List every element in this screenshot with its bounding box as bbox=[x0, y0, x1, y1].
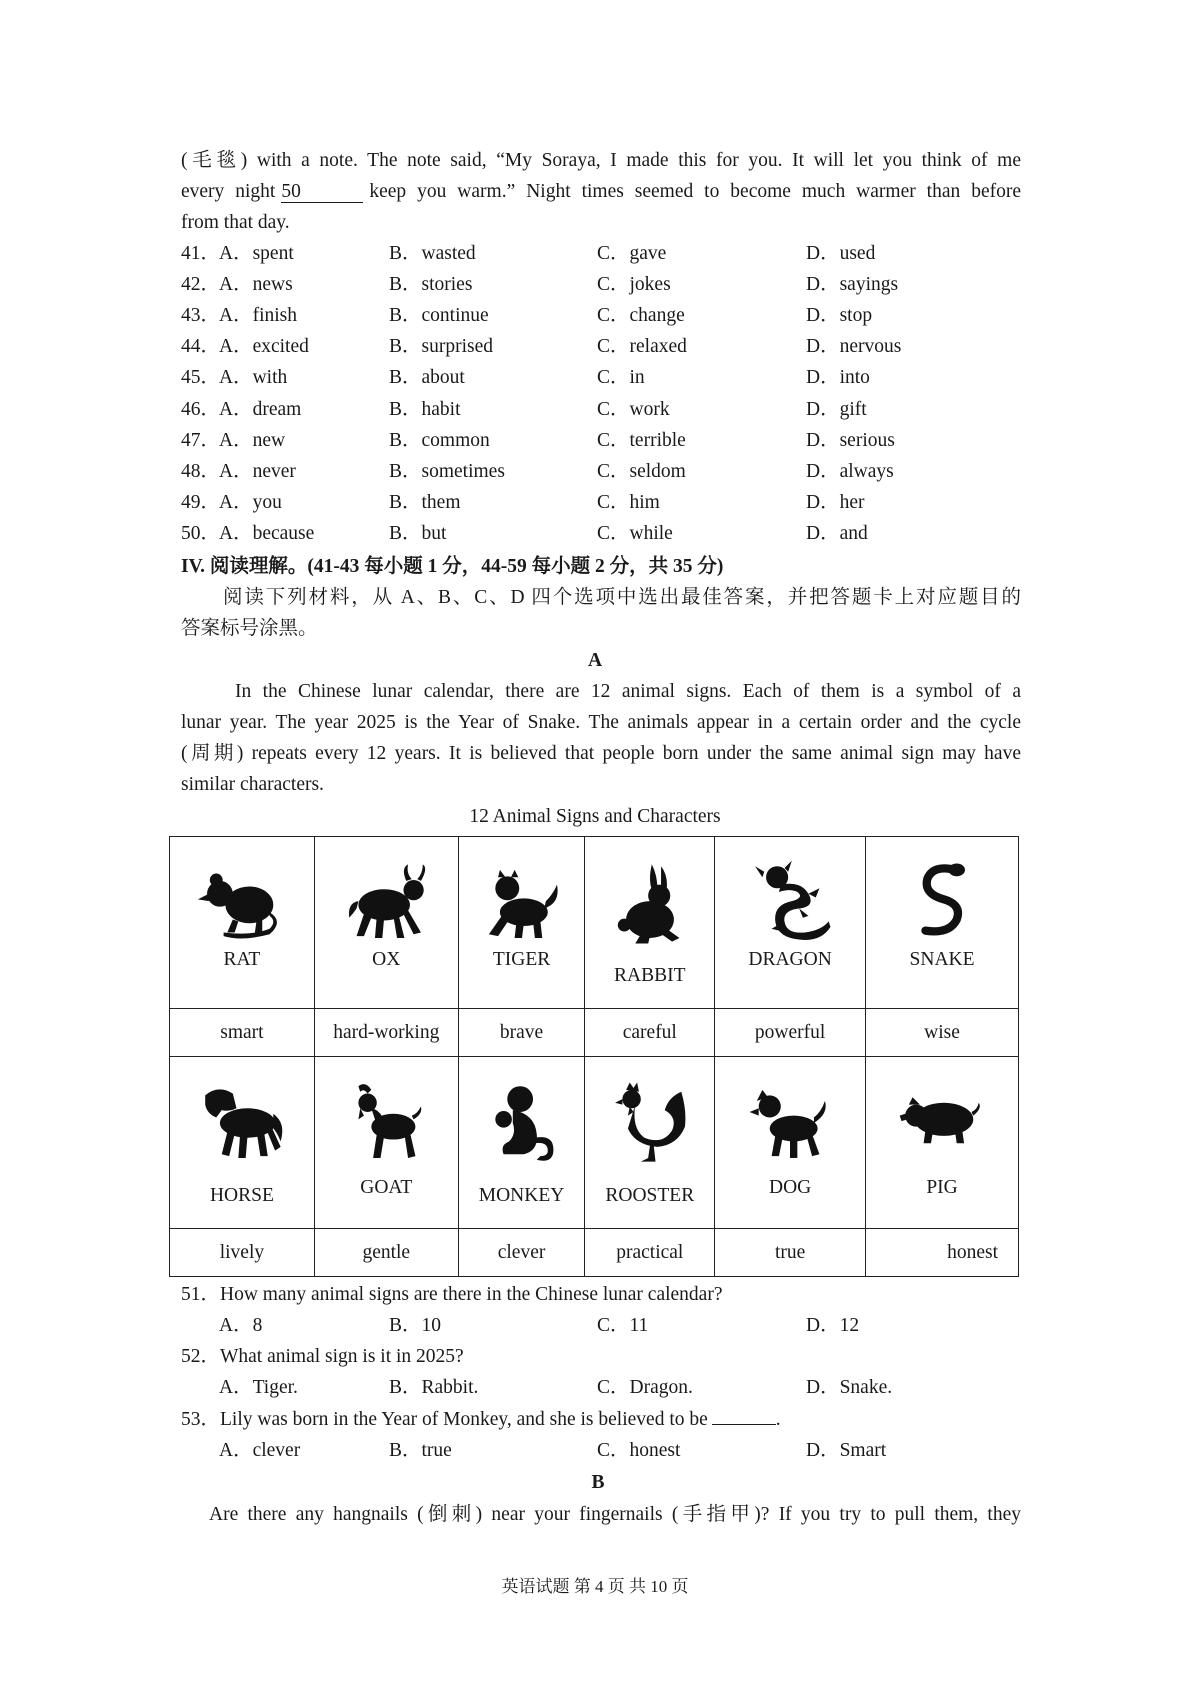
option-c: C．change bbox=[597, 305, 685, 327]
option-b: B．continue bbox=[389, 305, 489, 327]
passage-line: lunar year. The year 2025 is the Year of Snake. The animals appear in a certain order and the cycle bbox=[181, 712, 1021, 733]
trait-cell: hard-working bbox=[314, 1009, 458, 1057]
animal-cell bbox=[715, 837, 866, 1009]
instruction-line: 阅读下列材料，从 A、B、C、D 四个选项中选出最佳答案，并把答题卡上对应题目的 bbox=[223, 587, 1021, 608]
pig-icon bbox=[895, 1077, 989, 1169]
horse-icon bbox=[195, 1077, 289, 1169]
instruction-line: 答案标号涂黑。 bbox=[181, 618, 318, 639]
question-number: 46． bbox=[181, 398, 221, 420]
option-a: A．you bbox=[219, 491, 282, 513]
passage-label: B bbox=[591, 1472, 605, 1493]
animal-cell bbox=[314, 1057, 458, 1229]
option-a: A．because bbox=[219, 522, 315, 544]
trait-cell: wise bbox=[866, 1009, 1019, 1057]
option-d: D．Smart bbox=[806, 1440, 887, 1461]
passage-label: A bbox=[587, 650, 603, 671]
goat-icon bbox=[339, 1077, 433, 1169]
option-d: D．nervous bbox=[806, 336, 902, 358]
animal-cell bbox=[585, 837, 715, 1009]
question-number: 42． bbox=[181, 274, 221, 296]
option-d: D．serious bbox=[806, 429, 895, 451]
option-a: A．dream bbox=[219, 398, 302, 420]
option-c: C．Dragon. bbox=[597, 1377, 693, 1398]
trait-cell: true bbox=[715, 1229, 866, 1277]
question-number: 44． bbox=[181, 336, 221, 358]
page-footer: 英语试题 第 4 页 共 10 页 bbox=[501, 1577, 689, 1596]
animal-row-1 bbox=[170, 837, 1019, 1009]
option-a: A．clever bbox=[219, 1440, 301, 1461]
animal-name: DOG bbox=[768, 1177, 812, 1198]
option-c: C．jokes bbox=[597, 274, 671, 296]
question-stem: 52．What animal sign is it in 2025? bbox=[181, 1346, 464, 1367]
dragon-icon bbox=[743, 857, 837, 949]
option-d: D．and bbox=[806, 522, 868, 544]
option-c: C．gave bbox=[597, 243, 667, 264]
passage-line: from that day. bbox=[181, 212, 290, 233]
option-b: B．but bbox=[389, 522, 447, 544]
animal-cell bbox=[866, 1057, 1019, 1229]
option-a: A．news bbox=[219, 274, 293, 296]
section-heading: IV. 阅读理解。(41-43 每小题 1 分，44-59 每小题 2 分，共 35 分) bbox=[181, 556, 724, 577]
table-caption: 12 Animal Signs and Characters bbox=[469, 806, 721, 827]
animal-cell bbox=[585, 1057, 715, 1229]
animal-cell bbox=[715, 1057, 866, 1229]
question-stem: 51．How many animal signs are there in the Chinese lunar calendar? bbox=[181, 1284, 723, 1305]
animal-cell bbox=[314, 837, 458, 1009]
animal-name: RABBIT bbox=[614, 965, 686, 986]
option-d: D．used bbox=[806, 243, 876, 264]
option-b: B．habit bbox=[389, 398, 461, 420]
option-d: D．into bbox=[806, 367, 870, 389]
option-b: B．true bbox=[389, 1440, 452, 1461]
answer-blank bbox=[712, 1424, 776, 1425]
trait-cell: clever bbox=[458, 1229, 585, 1277]
trait-cell: honest bbox=[866, 1229, 1019, 1277]
trait-cell: careful bbox=[585, 1009, 715, 1057]
option-b: B．10 bbox=[389, 1315, 442, 1336]
animal-name: ROOSTER bbox=[605, 1185, 695, 1206]
animal-cell bbox=[170, 837, 315, 1009]
option-a: A．8 bbox=[219, 1315, 263, 1336]
option-d: D．stop bbox=[806, 305, 873, 327]
question-number: 45． bbox=[181, 367, 221, 389]
trait-cell: brave bbox=[458, 1009, 585, 1057]
option-a: A．finish bbox=[219, 305, 298, 327]
option-c: C．terrible bbox=[597, 429, 686, 451]
option-c: C．work bbox=[597, 398, 670, 420]
question-number: 41． bbox=[181, 243, 221, 264]
trait-row-2 bbox=[170, 1229, 1019, 1277]
zodiac-table bbox=[169, 836, 1019, 1277]
question-number: 49． bbox=[181, 491, 221, 513]
tiger-icon bbox=[475, 857, 569, 949]
option-d: D．12 bbox=[806, 1315, 860, 1336]
animal-name: TIGER bbox=[492, 949, 551, 970]
option-a: A．new bbox=[219, 429, 286, 451]
passage-line: In the Chinese lunar calendar, there are 12 animal signs. Each of them is a symbol of a bbox=[235, 681, 1021, 702]
animal-cell bbox=[866, 837, 1019, 1009]
trait-cell: lively bbox=[170, 1229, 315, 1277]
animal-name: GOAT bbox=[360, 1177, 413, 1198]
snake-icon bbox=[895, 857, 989, 949]
option-d: D．always bbox=[806, 460, 894, 482]
rabbit-icon bbox=[603, 857, 697, 949]
animal-cell bbox=[458, 1057, 585, 1229]
option-c: C．while bbox=[597, 522, 673, 544]
option-c: C．11 bbox=[597, 1315, 649, 1336]
option-d: D．Snake. bbox=[806, 1377, 893, 1398]
passage-line: every night 50 keep you warm.” Night times seemed to become much warmer than before bbox=[181, 181, 1021, 202]
option-b: B．common bbox=[389, 429, 490, 451]
option-a: A．excited bbox=[219, 336, 309, 358]
trait-row-1 bbox=[170, 1009, 1019, 1057]
option-a: A．never bbox=[219, 460, 296, 482]
animal-name: PIG bbox=[926, 1177, 958, 1198]
option-d: D．gift bbox=[806, 398, 867, 420]
option-b: B．about bbox=[389, 367, 465, 389]
rat-icon bbox=[195, 857, 289, 949]
option-c: C．him bbox=[597, 491, 660, 513]
option-a: A．with bbox=[219, 367, 288, 389]
option-b: B．Rabbit. bbox=[389, 1377, 479, 1398]
animal-row-2 bbox=[170, 1057, 1019, 1229]
option-c: C．seldom bbox=[597, 460, 686, 482]
question-number: 47． bbox=[181, 429, 221, 451]
option-c: C．relaxed bbox=[597, 336, 687, 358]
animal-name: MONKEY bbox=[478, 1185, 565, 1206]
option-c: C．in bbox=[597, 367, 645, 389]
animal-name: DRAGON bbox=[748, 949, 832, 970]
trait-cell: smart bbox=[170, 1009, 315, 1057]
option-a: A．Tiger. bbox=[219, 1377, 298, 1398]
option-d: D．her bbox=[806, 491, 865, 513]
rooster-icon bbox=[603, 1077, 697, 1169]
question-number: 48． bbox=[181, 460, 221, 482]
trait-cell: practical bbox=[585, 1229, 715, 1277]
monkey-icon bbox=[475, 1077, 569, 1169]
animal-cell bbox=[458, 837, 585, 1009]
answer-blank-50: 50 bbox=[281, 182, 363, 203]
option-b: B．wasted bbox=[389, 243, 476, 264]
option-b: B．surprised bbox=[389, 336, 493, 358]
animal-name: OX bbox=[372, 949, 401, 970]
passage-line: similar characters. bbox=[181, 774, 324, 795]
ox-icon bbox=[339, 857, 433, 949]
dog-icon bbox=[743, 1077, 837, 1169]
trait-cell: gentle bbox=[314, 1229, 458, 1277]
passage-line: (毛毯) with a note. The note said, “My Soraya, I made this for you. It will let you think of me bbox=[181, 150, 1021, 171]
option-b: B．stories bbox=[389, 274, 473, 296]
trait-cell: powerful bbox=[715, 1009, 866, 1057]
option-c: C．honest bbox=[597, 1440, 681, 1461]
passage-line: (周期) repeats every 12 years. It is believed that people born under the same animal sign may have bbox=[181, 743, 1021, 764]
question-number: 50． bbox=[181, 522, 221, 544]
animal-name: HORSE bbox=[209, 1185, 274, 1206]
passage-line: Are there any hangnails (倒刺) near your fingernails (手指甲)? If you try to pull them, they bbox=[209, 1504, 1021, 1525]
option-a: A．spent bbox=[219, 243, 294, 264]
animal-name: SNAKE bbox=[909, 949, 975, 970]
animal-cell bbox=[170, 1057, 315, 1229]
option-b: B．them bbox=[389, 491, 461, 513]
option-b: B．sometimes bbox=[389, 460, 505, 482]
option-d: D．sayings bbox=[806, 274, 899, 296]
question-stem: 53．Lily was born in the Year of Monkey, and she is believed to be . bbox=[181, 1409, 781, 1430]
animal-name: RAT bbox=[223, 949, 261, 970]
question-number: 43． bbox=[181, 305, 221, 327]
